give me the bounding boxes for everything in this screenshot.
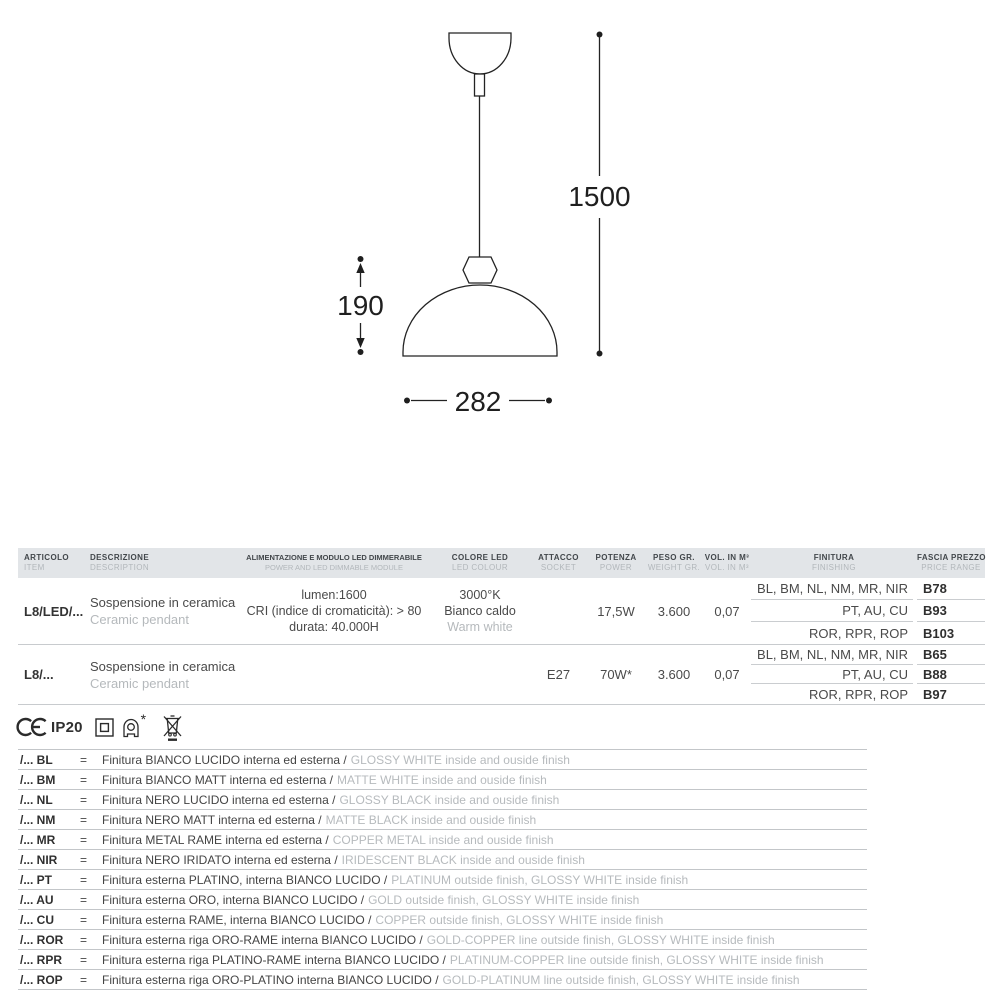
legend-row-cu: /... CU = Finitura esterna RAME, interna BIANCO LUCIDO / COPPER outside finish, GLOSSY WHITE inside finish bbox=[18, 910, 867, 930]
header-articolo: ARTICOLO ITEM bbox=[24, 552, 69, 572]
potenza-value: 17,5W bbox=[597, 603, 635, 619]
header-potenza: POTENZA POWER bbox=[595, 552, 637, 572]
weee-crossed-bin-icon bbox=[162, 713, 184, 742]
dimension-shade-width bbox=[404, 386, 552, 417]
potenza-value: 70W* bbox=[600, 667, 632, 682]
header-colore-led: COLORE LED LED COLOUR bbox=[451, 552, 509, 572]
legend-row-pt: /... PT = Finitura esterna PLATINO, interna BIANCO LUCIDO / PLATINUM outside finish, GLOSSY WHITE inside finish bbox=[18, 870, 867, 890]
header-finitura: FINITURA FINISHING bbox=[811, 552, 857, 572]
ce-mark-icon bbox=[16, 717, 48, 737]
header-attacco: ATTACCO SOCKET bbox=[538, 552, 579, 572]
led-module-value: lumen:1600 CRI (indice di cromaticità): > 80 durata: 40.000H bbox=[246, 588, 422, 634]
legend-row-nir: /... NIR = Finitura NERO IRIDATO interna ed esterna / IRIDESCENT BLACK inside and ouside finish bbox=[18, 850, 867, 870]
canopy-shape bbox=[449, 33, 511, 74]
header-peso: PESO GR. WEIGHT GR. bbox=[647, 552, 701, 572]
led-colour-value: 3000°K Bianco caldo Warm white bbox=[444, 588, 516, 634]
pendant-lamp-technical-drawing bbox=[0, 0, 1000, 430]
finish-price-subrow: ROR, RPR, ROP B103 bbox=[809, 625, 955, 641]
legend-row-nm: /... NM = Finitura NERO MATT interna ed esterna / MATTE BLACK inside and ouside finish bbox=[18, 810, 867, 830]
legend-row-rop: /... ROP = Finitura esterna riga ORO-PLATINO interna BIANCO LUCIDO / GOLD-PLATINUM line outside finish, GLOSSY WHITE inside finish bbox=[18, 970, 867, 990]
canopy-neck bbox=[475, 74, 485, 96]
dimension-label-190: 190 bbox=[337, 290, 384, 321]
ip-rating-label: IP20 bbox=[51, 718, 83, 736]
legend-row-bm: /... BM = Finitura BIANCO MATT interna ed esterna / MATTE WHITE inside and ouside finish bbox=[18, 770, 867, 790]
legend-row-ror: /... ROR = Finitura esterna riga ORO-RAME interna BIANCO LUCIDO / GOLD-COPPER line outside finish, GLOSSY WHITE inside finish bbox=[18, 930, 867, 950]
volume-value: 0,07 bbox=[714, 603, 740, 619]
finish-price-subrow: ROR, RPR, ROP B97 bbox=[809, 686, 947, 702]
dimension-label-282: 282 bbox=[454, 386, 502, 417]
asterisk-note: * bbox=[140, 711, 147, 727]
descrizione-value: Sospensione in ceramica Ceramic pendant bbox=[90, 595, 236, 627]
header-alimentazione: ALIMENTAZIONE E MODULO LED DIMMERABILE POWER AND LED DIMMABLE MODULE bbox=[246, 552, 422, 572]
finish-price-subrow: PT, AU, CU B93 bbox=[751, 600, 985, 622]
spec-table bbox=[18, 548, 985, 705]
certification-icons bbox=[16, 710, 184, 744]
articolo-value: L8/LED/... bbox=[24, 603, 84, 619]
lamp-holder-icon bbox=[121, 717, 141, 738]
finish-price-subrow: BL, BM, NL, NM, MR, NIR B78 bbox=[751, 578, 985, 600]
attacco-value: E27 bbox=[546, 667, 571, 682]
dimension-shade-height bbox=[337, 256, 384, 355]
header-descrizione: DESCRIZIONE DESCRIPTION bbox=[90, 552, 150, 572]
articolo-value: L8/... bbox=[24, 667, 54, 682]
class-ii-insulation-icon bbox=[95, 718, 114, 737]
finish-legend bbox=[18, 749, 867, 990]
header-fascia-prezzo: FASCIA PREZZO PRICE RANGE bbox=[917, 552, 986, 572]
finish-price-group bbox=[751, 645, 985, 704]
spec-table-header bbox=[18, 548, 985, 578]
legend-row-au: /... AU = Finitura esterna ORO, interna BIANCO LUCIDO / GOLD outside finish, GLOSSY WHITE inside finish bbox=[18, 890, 867, 910]
peso-value: 3.600 bbox=[657, 667, 691, 682]
table-row-l8 bbox=[18, 645, 985, 705]
descrizione-value: Sospensione in ceramica Ceramic pendant bbox=[90, 658, 236, 691]
legend-row-nl: /... NL = Finitura NERO LUCIDO interna ed esterna / GLOSSY BLACK inside and ouside finish bbox=[18, 790, 867, 810]
dimension-total-drop bbox=[568, 32, 630, 357]
volume-value: 0,07 bbox=[714, 667, 740, 682]
hex-connector bbox=[463, 257, 497, 283]
legend-row-rpr: /... RPR = Finitura esterna riga PLATINO-RAME interna BIANCO LUCIDO / PLATINUM-COPPER line outside finish, GLOSSY WHITE inside finish bbox=[18, 950, 867, 970]
finish-price-subrow: BL, BM, NL, NM, MR, NIR B65 bbox=[751, 645, 985, 665]
table-row-l8-led bbox=[18, 578, 985, 645]
peso-value: 3.600 bbox=[657, 603, 691, 619]
dome-shade bbox=[403, 285, 557, 356]
finish-price-subrow: PT, AU, CU B88 bbox=[751, 665, 985, 685]
finish-price-group bbox=[751, 578, 985, 644]
dimension-label-1500: 1500 bbox=[568, 181, 631, 212]
legend-row-bl: /... BL = Finitura BIANCO LUCIDO interna ed esterna / GLOSSY WHITE inside and ouside finish bbox=[18, 750, 867, 770]
legend-row-mr: /... MR = Finitura METAL RAME interna ed esterna / COPPER METAL inside and ouside finish bbox=[18, 830, 867, 850]
header-volume: VOL. IN M³ VOL. IN M³ bbox=[704, 552, 750, 572]
